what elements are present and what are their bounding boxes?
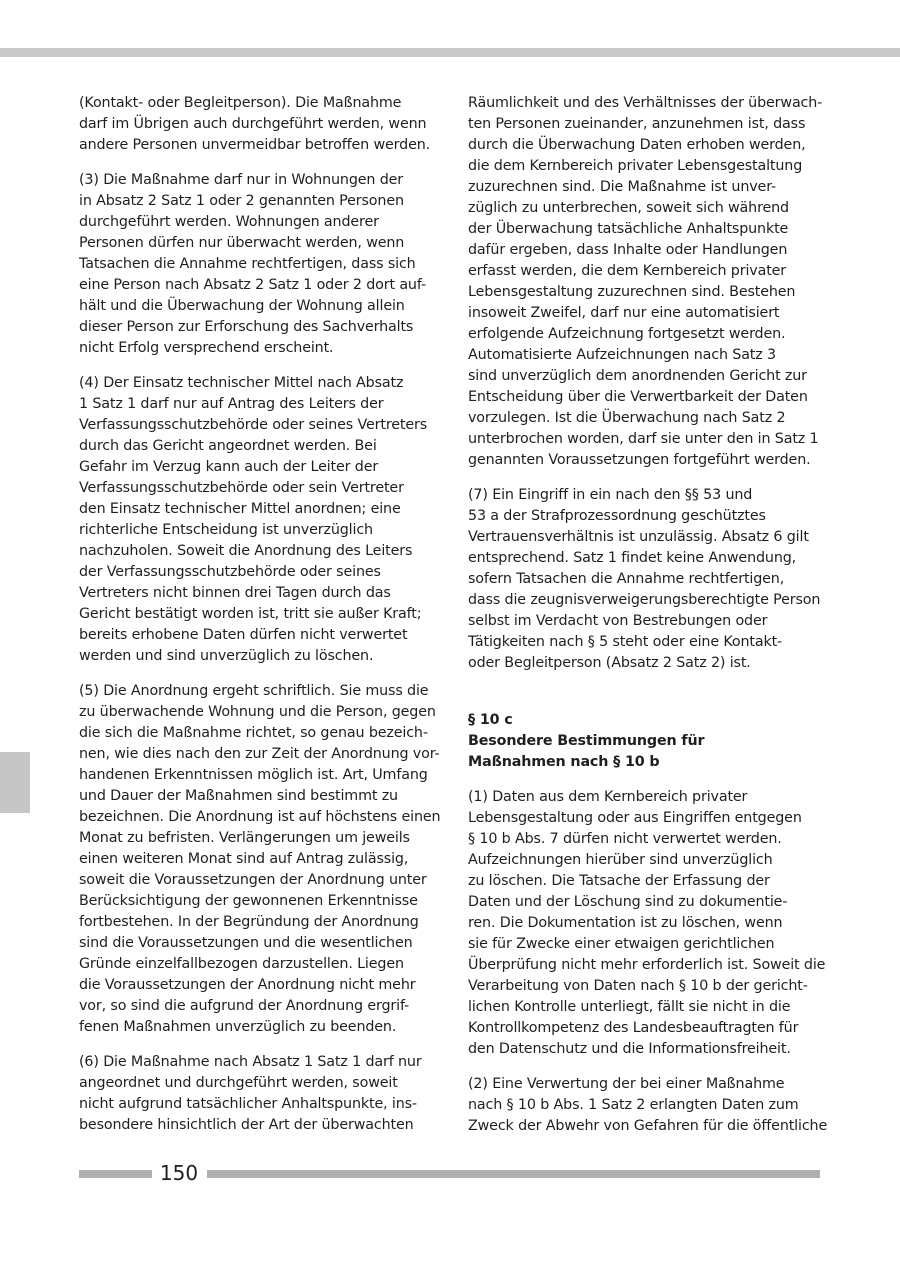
text-line: fenen Maßnahmen unverzüglich zu beenden.	[79, 1019, 397, 1035]
text-line: sind die Voraussetzungen und die wesentlichen	[79, 935, 413, 951]
text-line: erfasst werden, die dem Kernbereich privater	[468, 263, 787, 279]
text-line: darf im Übrigen auch durchgeführt werden, wenn	[79, 116, 427, 132]
text-line: Tatsachen die Annahme rechtfertigen, dass sich	[79, 256, 416, 272]
text-line: soweit die Voraussetzungen der Anordnung unter	[79, 872, 427, 888]
paragraph	[79, 170, 435, 359]
text-line: richterliche Entscheidung ist unverzüglich	[79, 522, 373, 538]
text-line: § 10 b Abs. 7 dürfen nicht verwertet werden.	[468, 831, 782, 847]
text-line: insoweit Zweifel, darf nur eine automatisiert	[468, 305, 780, 321]
text-line: Daten und der Löschung sind zu dokumentie-	[468, 894, 788, 910]
text-line: den Datenschutz und die Informationsfreiheit.	[468, 1041, 791, 1057]
text-line: ten Personen zueinander, anzunehmen ist, dass	[468, 116, 806, 132]
text-line: Maßnahmen nach § 10 b	[468, 754, 660, 770]
text-line: § 10 c	[468, 712, 513, 728]
text-line: dieser Person zur Erforschung des Sachverhalts	[79, 319, 414, 335]
text-line: nicht aufgrund tatsächlicher Anhaltspunkte, ins-	[79, 1096, 417, 1112]
text-line: der Verfassungsschutzbehörde oder seines	[79, 564, 381, 580]
paragraph	[468, 1074, 828, 1137]
text-line: (2) Eine Verwertung der bei einer Maßnahme	[468, 1076, 785, 1092]
paragraph	[79, 1052, 435, 1136]
text-line: sie für Zwecke einer etwaigen gerichtlichen	[468, 936, 775, 952]
text-line: Lebensgestaltung oder aus Eingriffen entgegen	[468, 810, 802, 826]
text-line: Tätigkeiten nach § 5 steht oder eine Kontakt-	[468, 634, 783, 650]
left-column	[79, 93, 441, 1150]
section-heading	[468, 710, 820, 773]
paragraph	[79, 373, 435, 667]
paragraph	[468, 787, 826, 1060]
text-line: (7) Ein Eingriff in ein nach den §§ 53 und	[468, 487, 753, 503]
text-line: angeordnet und durchgeführt werden, soweit	[79, 1075, 398, 1091]
top-rule	[0, 48, 900, 57]
paragraph	[79, 93, 435, 156]
text-line: Gericht bestätigt worden ist, tritt sie außer Kraft;	[79, 606, 422, 622]
text-line: Gründe einzelfallbezogen darzustellen. Liegen	[79, 956, 404, 972]
text-line: lichen Kontrolle unterliegt, fällt sie nicht in die	[468, 999, 791, 1015]
text-line: (6) Die Maßnahme nach Absatz 1 Satz 1 darf nur	[79, 1054, 422, 1070]
text-line: (4) Der Einsatz technischer Mittel nach Absatz	[79, 375, 404, 391]
text-line: unterbrochen worden, darf sie unter den in Satz 1	[468, 431, 819, 447]
text-line: hält und die Überwachung der Wohnung allein	[79, 298, 405, 314]
text-line: andere Personen unvermeidbar betroffen werden.	[79, 137, 431, 153]
paragraph	[468, 93, 823, 471]
text-line: ren. Die Dokumentation ist zu löschen, wenn	[468, 915, 783, 931]
text-line: dafür ergeben, dass Inhalte oder Handlungen	[468, 242, 788, 258]
text-line: züglich zu unterbrechen, soweit sich während	[468, 200, 789, 216]
text-line: Verfassungsschutzbehörde oder seines Vertreters	[79, 417, 428, 433]
text-line: nicht Erfolg versprechend erscheint.	[79, 340, 334, 356]
text-line: fortbestehen. In der Begründung der Anordnung	[79, 914, 419, 930]
text-line: Überprüfung nicht mehr erforderlich ist. Soweit die	[468, 957, 826, 973]
text-line: (Kontakt- oder Begleitperson). Die Maßnahme	[79, 95, 402, 111]
text-line: Vertrauensverhältnis ist unzulässig. Absatz 6 gilt	[468, 529, 809, 545]
text-line: durch das Gericht angeordnet werden. Bei	[79, 438, 377, 454]
text-line: Zweck der Abwehr von Gefahren für die öffentliche	[468, 1118, 828, 1134]
text-line: werden und sind unverzüglich zu löschen.	[79, 648, 374, 664]
page-number: 150	[159, 1161, 199, 1185]
text-line: besondere hinsichtlich der Art der überwachten	[79, 1117, 414, 1133]
text-line: 53 a der Strafprozessordnung geschütztes	[468, 508, 766, 524]
footer-rule-left	[79, 1170, 152, 1178]
text-line: dass die zeugnisverweigerungsberechtigte Person	[468, 592, 821, 608]
text-line: nach § 10 b Abs. 1 Satz 2 erlangten Daten zum	[468, 1097, 799, 1113]
text-line: Lebensgestaltung zuzurechnen sind. Bestehen	[468, 284, 796, 300]
text-line: vorzulegen. Ist die Überwachung nach Satz 2	[468, 410, 786, 426]
text-line: die dem Kernbereich privater Lebensgestaltung	[468, 158, 803, 174]
text-line: (3) Die Maßnahme darf nur in Wohnungen der	[79, 172, 404, 188]
text-line: in Absatz 2 Satz 1 oder 2 genannten Personen	[79, 193, 404, 209]
right-column	[468, 93, 828, 1151]
text-line: selbst im Verdacht von Bestrebungen oder	[468, 613, 768, 629]
text-line: Besondere Bestimmungen für	[468, 733, 705, 749]
text-line: Automatisierte Aufzeichnungen nach Satz 3	[468, 347, 776, 363]
text-line: genannten Voraussetzungen fortgeführt werden.	[468, 452, 811, 468]
text-line: Berücksichtigung der gewonnenen Erkenntnisse	[79, 893, 418, 909]
text-line: zu löschen. Die Tatsache der Erfassung der	[468, 873, 770, 889]
text-line: (5) Die Anordnung ergeht schriftlich. Sie muss die	[79, 683, 429, 699]
text-line: Verarbeitung von Daten nach § 10 b der gericht-	[468, 978, 808, 994]
text-line: bereits erhobene Daten dürfen nicht verwertet	[79, 627, 408, 643]
text-line: Räumlichkeit und des Verhältnisses der überwach-	[468, 95, 823, 111]
text-line: 1 Satz 1 darf nur auf Antrag des Leiters der	[79, 396, 384, 412]
text-line: durchgeführt werden. Wohnungen anderer	[79, 214, 379, 230]
text-line: eine Person nach Absatz 2 Satz 1 oder 2 dort auf-	[79, 277, 426, 293]
text-line: der Überwachung tatsächliche Anhaltspunkte	[468, 221, 789, 237]
text-line: zu überwachende Wohnung und die Person, gegen	[79, 704, 436, 720]
text-line: durch die Überwachung Daten erhoben werden,	[468, 137, 806, 153]
text-line: die Voraussetzungen der Anordnung nicht mehr	[79, 977, 416, 993]
text-line: Personen dürfen nur überwacht werden, wenn	[79, 235, 405, 251]
text-line: Gefahr im Verzug kann auch der Leiter der	[79, 459, 379, 475]
footer-rule-right	[207, 1170, 820, 1178]
text-line: die sich die Maßnahme richtet, so genau bezeich-	[79, 725, 428, 741]
text-line: oder Begleitperson (Absatz 2 Satz 2) ist.	[468, 655, 751, 671]
paragraph	[79, 681, 441, 1038]
text-line: sind unverzüglich dem anordnenden Gericht zur	[468, 368, 807, 384]
text-line: nen, wie dies nach den zur Zeit der Anordnung vor-	[79, 746, 440, 762]
text-line: bezeichnen. Die Anordnung ist auf höchstens einen	[79, 809, 441, 825]
text-line: sofern Tatsachen die Annahme rechtfertigen,	[468, 571, 785, 587]
text-line: handenen Erkenntnissen möglich ist. Art, Umfang	[79, 767, 428, 783]
text-line: Entscheidung über die Verwertbarkeit der Daten	[468, 389, 808, 405]
text-line: Aufzeichnungen hierüber sind unverzüglich	[468, 852, 773, 868]
text-line: den Einsatz technischer Mittel anordnen; eine	[79, 501, 401, 517]
text-line: Monat zu befristen. Verlängerungen um jeweils	[79, 830, 410, 846]
chapter-tab-marker	[0, 752, 30, 813]
text-line: Verfassungsschutzbehörde oder sein Vertreter	[79, 480, 404, 496]
text-line: Kontrollkompetenz des Landesbeauftragten für	[468, 1020, 799, 1036]
text-line: und Dauer der Maßnahmen sind bestimmt zu	[79, 788, 398, 804]
text-line: zuzurechnen sind. Die Maßnahme ist unver-	[468, 179, 777, 195]
text-line: entsprechend. Satz 1 findet keine Anwendung,	[468, 550, 797, 566]
text-line: erfolgende Aufzeichnung fortgesetzt werden.	[468, 326, 786, 342]
text-line: nachzuholen. Soweit die Anordnung des Leiters	[79, 543, 413, 559]
text-line: (1) Daten aus dem Kernbereich privater	[468, 789, 748, 805]
text-line: einen weiteren Monat sind auf Antrag zulässig,	[79, 851, 409, 867]
paragraph	[468, 485, 820, 674]
text-line: Vertreters nicht binnen drei Tagen durch das	[79, 585, 391, 601]
text-line: vor, so sind die aufgrund der Anordnung ergrif-	[79, 998, 410, 1014]
